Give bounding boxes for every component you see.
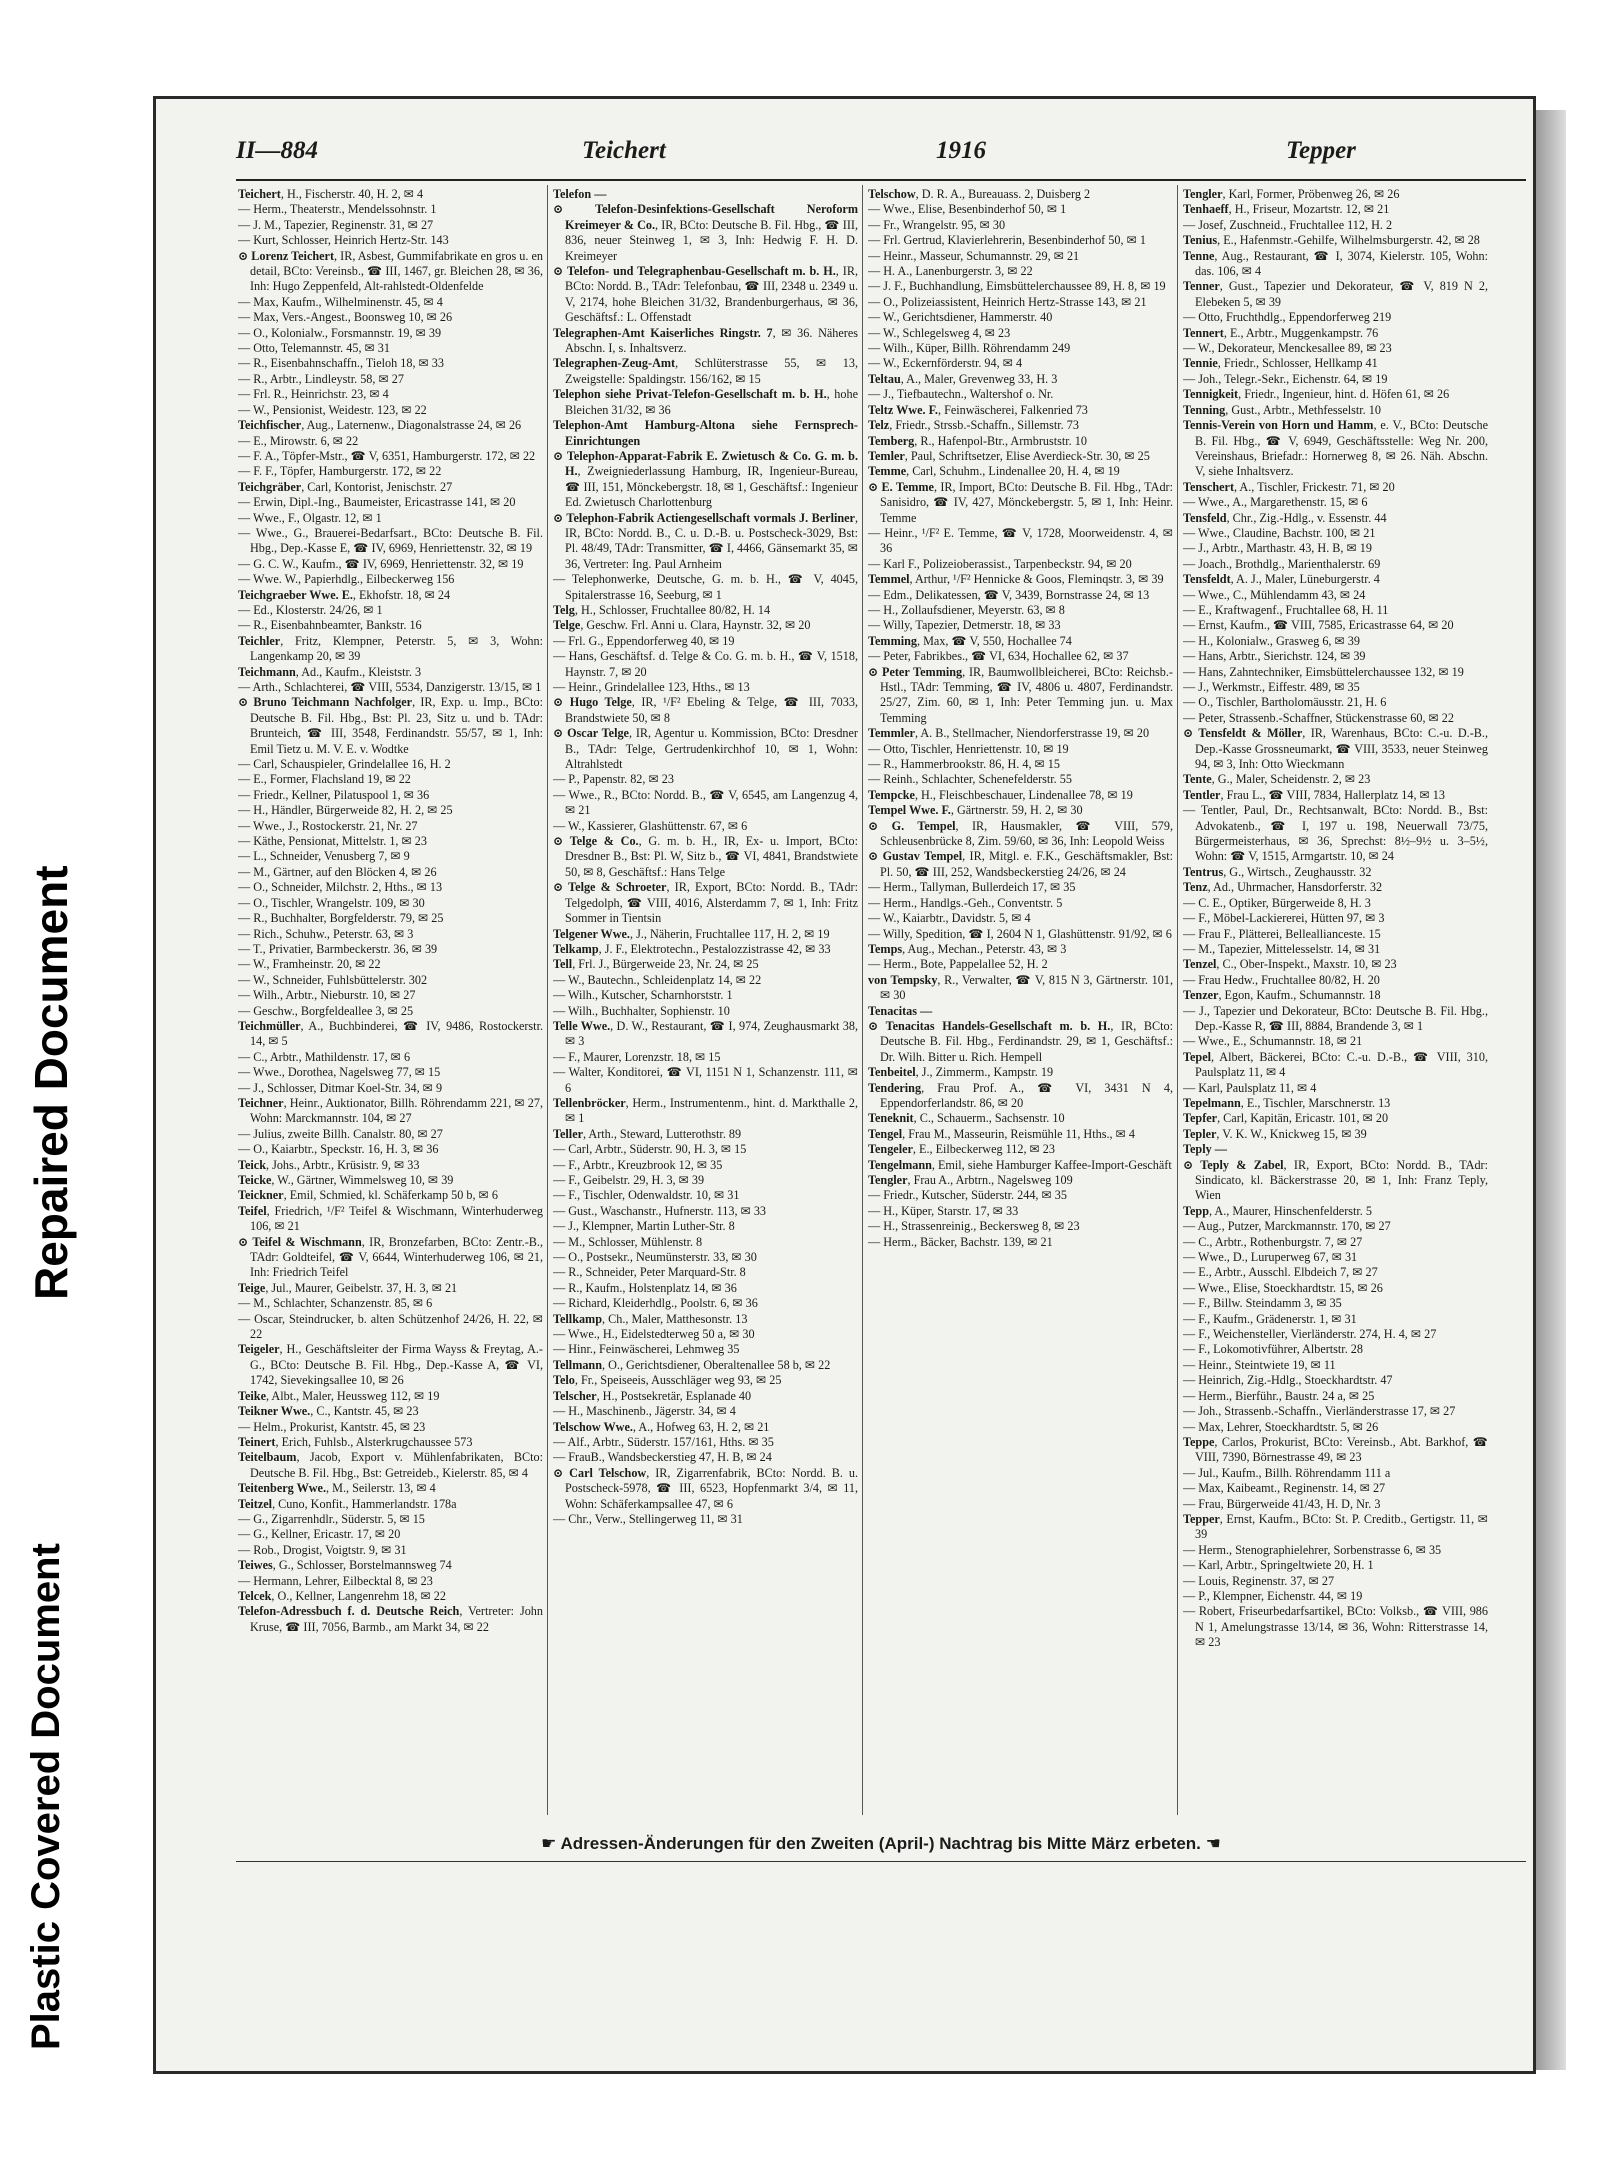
directory-entry: — Frl. G., Eppendorferweg 40, ✉ 19 [553,633,735,648]
catchword-left: Teichert [582,137,666,164]
directory-entry: — E., Arbtr., Ausschl. Elbdeich 7, ✉ 27 [1183,1265,1378,1280]
directory-entry: — Joh., Strassenb.-Schaffn., Vierländerstrasse 17, ✉ 27 [1183,1404,1456,1419]
directory-entry: — Walter, Konditorei, ☎ VI, 1151 N 1, Schanzenstr. 111, ✉ 6 [553,1065,858,1095]
directory-entry: Teige, Jul., Maurer, Geibelstr. 37, H. 3, ✉ 21 [238,1280,458,1295]
directory-entry: Teinert, Erich, Fuhlsb., Alsterkrugchaussee 573 [238,1434,473,1449]
directory-entry: Tepp, A., Maurer, Hinschenfelderstr. 5 [1183,1203,1372,1218]
directory-entry: — M., Tapezier, Mittelesselstr. 14, ✉ 31 [1183,941,1381,956]
directory-entry: Teichgraeber Wwe. E., Ekhofstr. 18, ✉ 24 [238,587,451,602]
directory-entry: — J. M., Tapezier, Reginenstr. 31, ✉ 27 [238,217,434,232]
directory-entry: Tellenbröcker, Herm., Instrumentenm., hint. d. Markthalle 2, ✉ 1 [553,1095,858,1126]
directory-entry: Temming, Max, ☎ V, 550, Hochallee 74 [868,633,1072,648]
directory-entry: — Fr., Wrangelstr. 95, ✉ 30 [868,217,1006,232]
directory-entry: — Käthe, Pensionat, Mittelstr. 1, ✉ 23 [238,834,427,849]
directory-entry: — F., Arbtr., Kreuzbrook 12, ✉ 35 [553,1157,723,1172]
directory-entry: — Otto, Telemannstr. 45, ✉ 31 [238,341,390,356]
directory-entry: — Wwe., F., Olgastr. 12, ✉ 1 [238,510,382,525]
directory-entry: ⊙ Telephon-Apparat-Fabrik E. Zwietusch & Co. G. m. b. H., Zweigniederlassung Hamburg, IR, Ingenieur-Bureau, ☎ III, 151, Mönckebergstr. 18, ✉ 1, Geschäftsf.: Ingenieur Ed. Zwietusch Charlottenburg [553,448,858,510]
directory-entry: Teiwes, G., Schlosser, Borstelmannsweg 74 [238,1558,452,1573]
directory-entry: Tepfer, Carl, Kapitän, Ericastr. 101, ✉ 20 [1183,1111,1389,1126]
directory-entry: — Karl, Arbtr., Springeltwiete 20, H. 1 [1183,1558,1374,1573]
directory-entry: — Peter, Fabrikbes., ☎ VI, 634, Hochallee 62, ✉ 37 [868,649,1129,664]
directory-entry: — W., Schlegelsweg 4, ✉ 23 [868,325,1011,340]
column-divider [1177,185,1178,1815]
directory-entry: — Wwe., J., Rostockerstr. 21, Nr. 27 [238,818,418,833]
directory-entry: — M., Gärtner, auf den Blöcken 4, ✉ 26 [238,864,437,879]
directory-entry: — F., Tischler, Odenwaldstr. 10, ✉ 31 [553,1188,740,1203]
directory-entry: — Wwe., Claudine, Bachstr. 100, ✉ 21 [1183,525,1376,540]
year: 1916 [936,137,986,164]
directory-entry: Temps, Aug., Mechan., Peterstr. 43, ✉ 3 [868,941,1067,956]
directory-entry: — W., Bautechn., Schleidenplatz 14, ✉ 22 [553,972,762,987]
directory-entry: — Heinrich, Zig.-Hdlg., Stoeckhardtstr. 47 [1183,1373,1393,1388]
directory-entry: — Wilh., Buchhalter, Sophienstr. 10 [553,1003,730,1018]
directory-entry: Tell, Frl. J., Bürgerweide 23, Nr. 24, ✉ 25 [553,957,759,972]
directory-entry: Teichmann, Ad., Kaufm., Kleiststr. 3 [238,664,422,679]
directory-entry: Tengeler, E., Eilbeckerweg 112, ✉ 23 [868,1142,1055,1157]
directory-entry: Telscher, H., Postsekretär, Esplanade 40 [553,1388,752,1403]
directory-entry: ⊙ Telefon- und Telegraphenbau-Gesellschaft m. b. H., IR, BCto: Nordd. B., TAdr: Telefonbau, ☎ III, 2348 u. 2349 u. V, 2174, hohe Bleichen 31/32, Brandenburgerhaus, ✉ 36, Geschäftsf.: L. Offenstadt [553,264,858,325]
directory-entry: Tepelmann, E., Tischler, Marschnerstr. 13 [1183,1095,1391,1110]
directory-entry: — Peter, Strassenb.-Schaffner, Stückenstrasse 60, ✉ 22 [1183,710,1454,725]
directory-entry: — Max, Lehrer, Stoeckhardtstr. 5, ✉ 26 [1183,1419,1379,1434]
directory-entry: ⊙ Teply & Zabel, IR, Export, BCto: Nordd. B., TAdr: Sindicato, kl. Bäckerstrasse 20, ✉ 1, Inh: Franz Teply, Wien [1183,1157,1488,1203]
directory-entry: — G., Zigarrenhdlr., Süderstr. 5, ✉ 15 [238,1511,425,1526]
directory-entry: Telo, Fr., Speiseeis, Ausschläger weg 93, ✉ 25 [553,1373,782,1388]
directory-entry: — Reinh., Schlachter, Schenefelderstr. 55 [868,772,1072,787]
directory-entry: ⊙ Bruno Teichmann Nachfolger, IR, Exp. u. Imp., BCto: Deutsche B. Fil. Hbg., Bst: Pl. 23, Sitz u. und b. TAdr: Brunteich, ☎ III, 3548, Ferdinandstr. 55/57, ✉ 1, Inh: Emil Tietz u. M. V. E. v. Wodtke [238,695,543,756]
directory-entry: — Hermann, Lehrer, Eilbecktal 8, ✉ 23 [238,1573,433,1588]
directory-entry: — Otto, Fruchthdlg., Eppendorferweg 219 [1183,310,1392,325]
directory-entry: — Herm., Bäcker, Bachstr. 139, ✉ 21 [868,1234,1053,1249]
directory-entry: Tenzer, Egon, Kaufm., Schumannstr. 18 [1183,988,1381,1003]
directory-entry: ⊙ Lorenz Teichert, IR, Asbest, Gummifabrikate en gros u. en detail, BCto: Vereinsb., ☎ III, 1467, gr. Bleichen 28, ✉ 36, Inh: Hugo Zeppenfeld, Alt-rahlstedt-Oldenfelde [238,248,543,294]
directory-entry: Tenbeitel, J., Zimmerm., Kampstr. 19 [868,1065,1054,1080]
directory-entry: Tengelmann, Emil, siehe Hamburger Kaffee-Import-Geschäft [868,1157,1172,1172]
directory-entry: — M., Schlachter, Schanzenstr. 85, ✉ 6 [238,1296,433,1311]
directory-entry: — W., Kassierer, Glashüttenstr. 67, ✉ 6 [553,818,748,833]
directory-entry: Tengler, Frau A., Arbtrn., Nagelsweg 109 [868,1173,1073,1187]
directory-entry: Tenschert, A., Tischler, Frickestr. 71, ✉ 20 [1183,479,1395,494]
directory-entry: — R., Arbtr., Lindleystr. 58, ✉ 27 [238,371,404,386]
directory-entry: — Hans, Geschäftsf. d. Telge & Co. G. m. b. H., ☎ V, 1518, Haynstr. 7, ✉ 20 [553,649,858,679]
directory-entry: Telefon-Adressbuch f. d. Deutsche Reich, Vertreter: John Kruse, ☎ III, 7056, Barmb., am Markt 34, ✉ 22 [238,1604,543,1634]
directory-entry: — Karl F., Polizeioberassist., Tarpenbeckstr. 94, ✉ 20 [868,556,1132,571]
directory-entry: — Heinr., Masseur, Schumannstr. 29, ✉ 21 [868,248,1080,263]
directory-column-2 [553,187,858,1807]
directory-entry: Tentler, Frau L., ☎ VIII, 7834, Hallerplatz 14, ✉ 13 [1183,787,1445,802]
directory-entry: Tenz, Ad., Uhrmacher, Hansdorferstr. 32 [1183,880,1383,895]
directory-entry: Telgener Wwe., J., Näherin, Fruchtallee 117, H. 2, ✉ 19 [553,926,830,941]
directory-entry: Tennis-Verein von Horn und Hamm, e. V., BCto: Deutsche B. Fil. Hbg., ☎ V, 6949, Geschäftsstelle: Weg Nr. 200, Vereinshaus, Briefadr.: Hornerweg 8, ✉ 26. Näh. Abschn. V, siehe Inhaltsverz. [1183,418,1488,479]
directory-entry: — Wilh., Küper, Billh. Röhrendamm 249 [868,341,1071,356]
directory-entry: — Wwe., Elise, Stoeckhardtstr. 15, ✉ 26 [1183,1280,1383,1295]
directory-entry: Telegraphen-Zeug-Amt, Schlüterstrasse 55, ✉ 13, Zweigstelle: Spaldingstr. 156/162, ✉ 15 [553,356,858,386]
directory-entry: — Wwe., H., Eidelstedterweg 50 a, ✉ 30 [553,1327,755,1342]
directory-entry: Tentrus, G., Wirtsch., Zeughausstr. 32 [1183,864,1372,879]
directory-entry: — Frau F., Plätterei, Belleallianceste. 15 [1183,926,1381,941]
directory-entry: Teppe, Carlos, Prokurist, BCto: Vereinsb., Abt. Barkhof, ☎ VIII, 7390, Börnestrasse 49, ✉ 23 [1183,1434,1488,1465]
directory-entry: Teifel, Friedrich, ¹/F² Teifel & Wischmann, Winterhuderweg 106, ✉ 21 [238,1203,543,1234]
directory-entry: Teller, Arth., Steward, Lutterothstr. 89 [553,1126,742,1141]
directory-entry: — F., Kaufm., Grädenerstr. 1, ✉ 31 [1183,1311,1357,1326]
directory-entry: — O., Tischler, Wrangelstr. 109, ✉ 30 [238,895,425,910]
page-header [236,137,1526,177]
directory-entry: — W., Kaiarbtr., Davidstr. 5, ✉ 4 [868,911,1031,926]
directory-entry: — C., Arbtr., Mathildenstr. 17, ✉ 6 [238,1049,411,1064]
directory-entry: — F., Lokomotivführer, Albertstr. 28 [1183,1342,1363,1357]
directory-entry: — T., Privatier, Barmbeckerstr. 36, ✉ 39 [238,941,438,956]
directory-entry: — Carl, Arbtr., Süderstr. 90, H. 3, ✉ 15 [553,1142,747,1157]
directory-entry: — O., Polizeiassistent, Heinrich Hertz-Strasse 143, ✉ 21 [868,294,1147,309]
directory-entry: — J., Tiefbautechn., Waltershof o. Nr. [868,387,1054,402]
directory-entry: ⊙ Oscar Telge, IR, Agentur u. Kommission, BCto: Dresdner B., TAdr: Telge, Gertrudenkirchhof 10, ✉ 1, Wohn: Altrahlstedt [553,726,858,772]
directory-entry: — Friedr., Kutscher, Süderstr. 244, ✉ 35 [868,1188,1067,1203]
directory-entry: Teitenberg Wwe., M., Seilerstr. 13, ✉ 4 [238,1481,436,1496]
directory-entry: Teichgräber, Carl, Kontorist, Jenischstr. 27 [238,479,453,494]
directory-entry: — Heinr., ¹/F² E. Temme, ☎ V, 1728, Moorweidenstr. 4, ✉ 36 [868,525,1173,556]
directory-entry: Telz, Friedr., Strssb.-Schaffn., Sillemstr. 73 [868,418,1079,433]
directory-entry: — H., Küper, Starstr. 17, ✉ 33 [868,1203,1019,1218]
directory-entry: ⊙ G. Tempel, IR, Hausmakler, ☎ VIII, 579, Schleusenbrücke 8, Zim. 59/60, ✉ 36, Inh: Leopold Weiss [868,818,1173,849]
directory-entry: — J., Klempner, Martin Luther-Str. 8 [553,1219,735,1234]
directory-entry: ⊙ Telge & Schroeter, IR, Export, BCto: Nordd. B., TAdr: Telgedolph, ☎ VIII, 4016, Alsterdamm 7, ✉ 1, Inh: Fritz Sommer in Tientsin [553,880,858,926]
directory-entry: — Carl, Schauspieler, Grindelallee 16, H. 2 [238,757,451,772]
directory-entry: — Herm., Stenographielehrer, Sorbenstrasse 6, ✉ 35 [1183,1542,1442,1557]
directory-entry: — Wwe., A., Margarethenstr. 15, ✉ 6 [1183,495,1368,510]
directory-entry: Temmel, Arthur, ¹/F² Hennicke & Goos, Fleminqstr. 3, ✉ 39 [868,572,1164,587]
directory-entry: ⊙ Peter Temming, IR, Baumwollbleicherei, BCto: Reichsb.-Hstl., TAdr: Temming, ☎ IV, 4806 u. 4807, Ferdinandstr. 25/27, Zim. 60, ✉ 1, Inh: Peter Temming jun. u. Max Temming [868,664,1173,725]
directory-entry: Telle Wwe., D. W., Restaurant, ☎ I, 974, Zeughausmarkt 38, ✉ 3 [553,1018,858,1049]
directory-entry: — W., Framheinstr. 20, ✉ 22 [238,957,381,972]
directory-entry: — O., Postsekr., Neumünsterstr. 33, ✉ 30 [553,1250,757,1265]
directory-entry: Tensfeld, Chr., Zig.-Hdlg., v. Essenstr. 44 [1183,510,1387,525]
plastic-covered-document-label: Plastic Covered Document [24,1543,68,2050]
directory-entry: — Josef, Zuschneid., Fruchtallee 112, H. 2 [1183,217,1393,232]
directory-entry: Tempel Wwe. F., Gärtnerstr. 59, H. 2, ✉ 30 [868,803,1083,818]
directory-entry: — Karl, Paulsplatz 11, ✉ 4 [1183,1080,1317,1095]
repaired-document-label: Repaired Document [25,865,77,1300]
directory-entry: — W., Eckernförderstr. 94, ✉ 4 [868,356,1023,371]
directory-entry: — E., Kraftwagenf., Fruchtallee 68, H. 11 [1183,602,1389,617]
directory-entry: Telschow Wwe., A., Hofweg 63, H. 2, ✉ 21 [553,1419,770,1434]
directory-entry: Tensfeldt, A. J., Maler, Lüneburgerstr. 4 [1183,572,1380,587]
header-rule [236,179,1526,181]
directory-entry: Tenning, Gust., Arbtr., Methfesselstr. 10 [1183,402,1381,417]
directory-entry: Telephon siehe Privat-Telefon-Gesellschaft m. b. H., hohe Bleichen 31/32, ✉ 36 [553,387,858,417]
directory-entry: — F., Möbel-Lackiererei, Hütten 97, ✉ 3 [1183,911,1385,926]
directory-entry: Tennert, E., Arbtr., Muggenkampstr. 76 [1183,325,1379,340]
directory-entry: Teick, Johs., Arbtr., Krüsistr. 9, ✉ 33 [238,1157,420,1172]
directory-entry: — Gust., Waschanstr., Hufnerstr. 113, ✉ 33 [553,1203,767,1218]
directory-entry: Teicke, W., Gärtner, Wimmelsweg 10, ✉ 39 [238,1173,454,1187]
directory-entry: Tepel, Albert, Bäckerei, BCto: C.-u. D.-B., ☎ VIII, 310, Paulsplatz 11, ✉ 4 [1183,1049,1488,1080]
directory-entry: Teichmüller, A., Buchbinderei, ☎ IV, 9486, Rostockerstr. 14, ✉ 5 [238,1018,543,1049]
directory-entry: — Tentler, Paul, Dr., Rechtsanwalt, BCto: Nordd. B., Bst: Advokatenb., ☎ I, 197 u. 198, Neuerwall 73/75, Bürgermeisterhaus, ✉ 36, Sprechst: 8½–9½ u. 3–5½, Wohn: ☎ V, 1515, Armgartstr. 10, ✉ 24 [1183,803,1488,864]
directory-entry: Telefon — [553,187,607,201]
directory-entry: — Geschw., Borgfeldeallee 3, ✉ 25 [238,1003,414,1018]
directory-entry: — Alf., Arbtr., Süderstr. 157/161, Hths. ✉ 35 [553,1434,774,1449]
directory-entry: — W., Pensionist, Weidestr. 123, ✉ 22 [238,402,427,417]
directory-entry: — E., Mirowstr. 6, ✉ 22 [238,433,359,448]
directory-entry: ⊙ Telge & Co., G. m. b. H., IR, Ex- u. Import, BCto: Dresdner B., Bst: Pl. W, Sitz b., ☎ VI, 4841, Brandstwiete 50, ✉ 8, Geschäftsf.: Hans Telge [553,834,858,879]
directory-entry: Tempcke, H., Fleischbeschauer, Lindenallee 78, ✉ 19 [868,787,1133,802]
directory-entry: Tenacitas — [868,1003,933,1018]
directory-entry: Tennigkeit, Friedr., Ingenieur, hint. d. Höfen 61, ✉ 26 [1183,387,1450,402]
directory-entry: — P., Papenstr. 82, ✉ 23 [553,772,674,787]
directory-entry: — Heinr., Grindelallee 123, Hths., ✉ 13 [553,680,750,694]
directory-entry: Tengel, Frau M., Masseurin, Reismühle 11, Hths., ✉ 4 [868,1126,1135,1141]
directory-column-1 [238,187,543,1807]
directory-entry: — Joh., Telegr.-Sekr., Eichenstr. 64, ✉ 19 [1183,371,1388,386]
directory-entry: — Otto, Tischler, Henriettenstr. 10, ✉ 19 [868,741,1069,756]
directory-entry: — C., Arbtr., Rothenburgstr. 7, ✉ 27 [1183,1234,1363,1249]
column-divider [547,185,548,1815]
directory-entry: — F., Maurer, Lorenzstr. 18, ✉ 15 [553,1049,721,1064]
directory-entry: — J. F., Buchhandlung, Eimsbüttelerchaussee 89, H. 8, ✉ 19 [868,279,1166,294]
directory-entry: — Wilh., Arbtr., Nieburstr. 10, ✉ 27 [238,988,416,1003]
directory-entry: — G., Kellner, Ericastr. 17, ✉ 20 [238,1527,401,1542]
directory-entry: Tente, G., Maler, Scheidenstr. 2, ✉ 23 [1183,772,1371,787]
directory-entry: Tepler, V. K. W., Knickweg 15, ✉ 39 [1183,1126,1367,1141]
directory-entry: Tenne, Aug., Restaurant, ☎ I, 3074, Kielerstr. 105, Wohn: das. 106, ✉ 4 [1183,248,1488,279]
document-page [153,96,1536,2074]
directory-entry: — FrauB., Wandsbeckerstieg 47, H. B, ✉ 24 [553,1450,772,1465]
directory-entry: — Wwe., R., BCto: Nordd. B., ☎ V, 6545, am Langenzug 4, ✉ 21 [553,787,858,818]
directory-entry: — G. C. W., Kaufm., ☎ IV, 6969, Henriettenstr. 32, ✉ 19 [238,556,524,571]
directory-entry: Teply — [1183,1142,1227,1157]
directory-entry: — Edm., Delikatessen, ☎ V, 3439, Bornstrasse 24, ✉ 13 [868,587,1150,602]
directory-entry: Tellmann, O., Gerichtsdiener, Oberaltenallee 58 b, ✉ 22 [553,1357,831,1372]
directory-entry: — R., Eisenbahnbeamter, Bankstr. 16 [238,618,422,633]
directory-entry: — M., Schlosser, Mühlenstr. 8 [553,1234,703,1249]
column-divider [862,185,863,1815]
directory-entry: — R., Schneider, Peter Marquard-Str. 8 [553,1265,746,1280]
directory-entry: Tepper, Ernst, Kaufm., BCto: St. P. Creditb., Gertigstr. 11, ✉ 39 [1183,1511,1488,1542]
directory-entry: — Willy, Spedition, ☎ I, 2604 N 1, Glashüttenstr. 91/92, ✉ 6 [868,926,1172,941]
directory-entry: Temme, Carl, Schuhm., Lindenallee 20, H. 4, ✉ 19 [868,464,1120,479]
directory-entry: — H., Kolonialw., Grasweg 6, ✉ 39 [1183,633,1360,648]
directory-entry: — Frau, Bürgerweide 41/43, H. D, Nr. 3 [1183,1496,1381,1511]
directory-entry: — W., Schneider, Fuhlsbüttelerstr. 302 [238,972,428,987]
directory-entry: ⊙ Carl Telschow, IR, Zigarrenfabrik, BCto: Nordd. B. u. Postscheck-5978, ☎ III, 6523, Hopfenmarkt 3/4, ✉ 11, Wohn: Schäferkampsallee 47, ✉ 6 [553,1465,858,1511]
directory-entry: — Max, Kaibeamt., Reginenstr. 14, ✉ 27 [1183,1481,1386,1496]
directory-entry: — Wwe., C., Mühlendamm 43, ✉ 24 [1183,587,1366,602]
directory-entry: — O., Kolonialw., Forsmannstr. 19, ✉ 39 [238,325,442,340]
directory-entry: Tenius, E., Hafenmstr.-Gehilfe, Wilhelmsburgerstr. 42, ✉ 28 [1183,233,1480,248]
directory-entry: — Hinr., Feinwäscherei, Lehmweg 35 [553,1342,740,1357]
directory-entry: Tenzel, C., Ober-Inspekt., Maxstr. 10, ✉ 23 [1183,957,1397,972]
directory-entry: Teneknit, C., Schauerm., Sachsenstr. 10 [868,1111,1065,1126]
directory-entry: — Joach., Brothdlg., Marienthalerstr. 69 [1183,556,1381,571]
directory-entry: — Rich., Schuhw., Peterstr. 63, ✉ 3 [238,926,414,941]
directory-entry: von Tempsky, R., Verwalter, ☎ V, 815 N 3, Gärtnerstr. 101, ✉ 30 [868,972,1173,1003]
footer-note: ☛ Adressen-Änderungen für den Zweiten (April-) Nachtrag bis Mitte März erbeten. ☚ [541,1834,1221,1853]
directory-entry: — Friedr., Kellner, Pilatuspool 1, ✉ 36 [238,787,430,802]
directory-entry: — Ed., Klosterstr. 24/26, ✉ 1 [238,602,383,617]
directory-entry: Tengler, Karl, Former, Pröbenweg 26, ✉ 26 [1183,187,1400,201]
directory-entry: Temler, Paul, Schriftsetzer, Elise Averdieck-Str. 30, ✉ 25 [868,448,1150,463]
directory-entry: — R., Buchhalter, Borgfelderstr. 79, ✉ 25 [238,911,444,926]
directory-entry: Teitelbaum, Jacob, Export v. Mühlenfabrikaten, BCto: Deutsche B. Fil. Hbg., Bst: Getreideb., Kielerstr. 85, ✉ 4 [238,1450,543,1480]
directory-entry: — H., Strassenreinig., Beckersweg 8, ✉ 23 [868,1219,1080,1234]
directory-entry: — Herm., Theaterstr., Mendelssohnstr. 1 [238,202,437,217]
directory-entry: — Helm., Prokurist, Kantstr. 45, ✉ 23 [238,1419,426,1434]
directory-entry: Tennie, Friedr., Schlosser, Hellkamp 41 [1183,356,1378,371]
directory-entry: Teichner, Heinr., Auktionator, Billh. Röhrendamm 221, ✉ 27, Wohn: Marckmannstr. 104, ✉ 27 [238,1095,543,1126]
directory-entry: — Louis, Reginenstr. 37, ✉ 27 [1183,1573,1335,1588]
directory-entry: — F. A., Töpfer-Mstr., ☎ V, 6351, Hamburgerstr. 172, ✉ 22 [238,448,536,463]
directory-entry: — Chr., Verw., Stellingerweg 11, ✉ 31 [553,1511,743,1526]
directory-entry: Teltz Wwe. F., Feinwäscherei, Falkenried 73 [868,402,1088,417]
directory-entry: — P., Klempner, Eichenstr. 44, ✉ 19 [1183,1588,1363,1603]
directory-entry: — Arth., Schlachterei, ☎ VIII, 5534, Danzigerstr. 13/15, ✉ 1 [238,680,542,694]
page-edge-shadow [1536,110,1566,2070]
directory-entry: — Ernst, Kaufm., ☎ VIII, 7585, Ericastrasse 64, ✉ 20 [1183,618,1454,633]
directory-entry: Tellkamp, Ch., Maler, Matthesonstr. 13 [553,1311,748,1326]
directory-entry: — Willy, Tapezier, Detmerstr. 18, ✉ 33 [868,618,1061,633]
directory-entry: Telge, Geschw. Frl. Anni u. Clara, Haynstr. 32, ✉ 20 [553,618,811,633]
directory-entry: ⊙ Telephon-Fabrik Actiengesellschaft vormals J. Berliner, IR, BCto: Nordd. B., C. u. D.-B. u. Postscheck-3029, Bst: Pl. 48/49, TAdr: Transmitter, ☎ I, 4466, Gänsemarkt 35, ✉ 36, Vertreter: Ing. Paul Arnheim [553,510,858,571]
directory-entry: Teike, Albt., Maler, Heussweg 112, ✉ 19 [238,1388,440,1403]
directory-entry: Teichfischer, Aug., Laternenw., Diagonalstrasse 24, ✉ 26 [238,418,522,433]
directory-entry: — Kurt, Schlosser, Heinrich Hertz-Str. 143 [238,233,449,248]
directory-entry: ⊙ E. Temme, IR, Import, BCto: Deutsche B. Fil. Hbg., TAdr: Sanisidro, ☎ IV, 427, Mönckebergstr. 5, ✉ 1, Inh: Heinr. Temme [868,479,1173,525]
directory-entry: — Erwin, Dipl.-Ing., Baumeister, Ericastrasse 141, ✉ 20 [238,495,516,510]
directory-entry: ⊙ Tensfeldt & Möller, IR, Warenhaus, BCto: C.-u. D.-B., Dep.-Kasse Grossneumarkt, ☎ VIII, 3533, neuer Steinweg 94, ✉ 3, Inh: Otto Wieckmann [1183,726,1488,772]
directory-entry: — Wwe., Elise, Besenbinderhof 50, ✉ 1 [868,202,1067,217]
directory-entry: — Max, Kaufm., Wilhelminenstr. 45, ✉ 4 [238,294,443,309]
directory-entry: Tendering, Frau Prof. A., ☎ VI, 3431 N 4, Eppendorferlandstr. 86, ✉ 20 [868,1080,1173,1110]
directory-entry: ⊙ Teifel & Wischmann, IR, Bronzefarben, BCto: Zentr.-B., TAdr: Goldteifel, ☎ V, 6644, Winterhuderweg 106, ✉ 21, Inh: Friedrich Teifel [238,1234,543,1280]
directory-entry: — C. E., Optiker, Bürgerweide 8, H. 3 [1183,895,1371,910]
directory-entry: — H., Maschinenb., Jägerstr. 34, ✉ 4 [553,1404,736,1419]
directory-entry: ⊙ Hugo Telge, IR, ¹/F² Ebeling & Telge, ☎ III, 7033, Brandstwiete 50, ✉ 8 [553,695,858,725]
directory-column-3 [868,187,1173,1807]
page-number: II—884 [236,137,318,164]
directory-entry: — F., Billw. Steindamm 3, ✉ 35 [1183,1296,1342,1311]
directory-entry: — Wwe., E., Schumannstr. 18, ✉ 21 [1183,1034,1363,1049]
directory-entry: — J., Schlosser, Ditmar Koel-Str. 34, ✉ 9 [238,1080,443,1095]
directory-entry: — Richard, Kleiderhdlg., Poolstr. 6, ✉ 36 [553,1296,758,1311]
directory-entry: ⊙ Tenacitas Handels-Gesellschaft m. b. H., IR, BCto: Deutsche B. Fil. Hbg., Ferdinandstr. 29, ✉ 1, Geschäftsf.: Dr. Wilh. Bitter u. Rich. Hempell [868,1018,1173,1064]
directory-entry: Teichler, Fritz, Klempner, Peterstr. 5, ✉ 3, Wohn: Langenkamp 20, ✉ 39 [238,633,543,664]
directory-entry: — Julius, zweite Billh. Canalstr. 80, ✉ 27 [238,1126,443,1141]
directory-entry: — F., Geibelstr. 29, H. 3, ✉ 39 [553,1173,705,1187]
directory-entry: Tenhaeff, H., Friseur, Mozartstr. 12, ✉ 21 [1183,202,1390,217]
directory-entry: — H. A., Lanenburgerstr. 3, ✉ 22 [868,264,1033,279]
directory-entry: Temmler, A. B., Stellmacher, Niendorferstrasse 19, ✉ 20 [868,726,1150,741]
directory-entry: — H., Zollaufsdiener, Meyerstr. 63, ✉ 8 [868,602,1065,617]
directory-entry: — O., Kaiarbtr., Speckstr. 16, H. 3, ✉ 36 [238,1142,439,1157]
directory-entry: Telkamp, J. F., Elektrotechn., Pestalozzistrasse 42, ✉ 33 [553,941,831,956]
directory-entry: Telephon-Amt Hamburg-Altona siehe Fernsprech-Einrichtungen [553,418,858,448]
directory-entry: — O., Tischler, Bartholomäusstr. 21, H. 6 [1183,695,1387,710]
directory-entry: — Herm., Bote, Pappelallee 52, H. 2 [868,957,1048,972]
directory-column-4 [1183,187,1488,1807]
directory-entry: — Hans, Arbtr., Sierichstr. 124, ✉ 39 [1183,649,1366,664]
directory-entry: Telegraphen-Amt Kaiserliches Ringstr. 7, ✉ 36. Näheres Abschn. I, s. Inhaltsverz. [553,325,858,356]
directory-entry: — R., Eisenbahnschaffn., Tieloh 18, ✉ 33 [238,356,444,371]
directory-entry: — J., Tapezier und Dekorateur, BCto: Deutsche B. Fil. Hbg., Dep.-Kasse R, ☎ III, 8884, Brandende 3, ✉ 1 [1183,1003,1488,1033]
directory-entry: — Frl. Gertrud, Klavierlehrerin, Besenbinderhof 50, ✉ 1 [868,233,1146,248]
directory-entry: — Hans, Zahntechniker, Eimsbüttelerchaussee 132, ✉ 19 [1183,664,1464,679]
directory-entry: — H., Händler, Bürgerweide 82, H. 2, ✉ 25 [238,803,453,818]
directory-entry: — Rob., Drogist, Voigtstr. 9, ✉ 31 [238,1542,407,1557]
directory-entry: — W., Gerichtsdiener, Hammerstr. 40 [868,310,1053,325]
directory-entry: Temberg, R., Hafenpol-Btr., Armbruststr. 10 [868,433,1087,448]
directory-entry: Tenner, Gust., Tapezier und Dekorateur, ☎ V, 819 N 2, Elebeken 5, ✉ 39 [1183,279,1488,309]
directory-entry: — Telephonwerke, Deutsche, G. m. b. H., ☎ V, 4045, Spitalerstrasse 16, Seeburg, ✉ 1 [553,572,858,602]
directory-entry: — Herm., Bierführ., Baustr. 24 a, ✉ 25 [1183,1388,1375,1403]
directory-entry: Telschow, D. R. A., Bureauass. 2, Duisberg 2 [868,187,1091,201]
catchword-right: Tepper [1286,137,1356,164]
directory-entry: ⊙ Gustav Tempel, IR, Mitgl. e. F.K., Geschäftsmakler, Bst: Pl. 50, ☎ III, 252, Wandsbeckerstieg 24/26, ✉ 24 [868,849,1173,879]
directory-entry: — Frau Hedw., Fruchtallee 80/82, H. 20 [1183,972,1380,987]
directory-entry: — W., Dekorateur, Menckesallee 89, ✉ 23 [1183,341,1392,356]
directory-entry: Teickner, Emil, Schmied, kl. Schäferkamp 50 b, ✉ 6 [238,1188,498,1203]
directory-entry: Teltau, A., Maler, Grevenweg 33, H. 3 [868,371,1058,386]
directory-entry: — R., Kaufm., Holstenplatz 14, ✉ 36 [553,1280,737,1295]
directory-entry: Telcek, O., Kellner, Langenrehm 18, ✉ 22 [238,1588,446,1603]
directory-entry: — F. F., Töpfer, Hamburgerstr. 172, ✉ 22 [238,464,442,479]
directory-entry: — Frl. R., Heinrichstr. 23, ✉ 4 [238,387,389,402]
directory-entry: — Herm., Tallyman, Bullerdeich 17, ✉ 35 [868,880,1076,895]
directory-entry: — Aug., Putzer, Marckmannstr. 170, ✉ 27 [1183,1219,1391,1234]
directory-entry: — Wilh., Kutscher, Scharnhorststr. 1 [553,988,733,1003]
directory-entry: — Heinr., Steintwiete 19, ✉ 11 [1183,1357,1336,1372]
directory-entry: — J., Werkmstr., Eiffestr. 489, ✉ 35 [1183,680,1360,694]
directory-entry: — L., Schneider, Venusberg 7, ✉ 9 [238,849,410,864]
directory-entry: — Wwe., G., Brauerei-Bedarfsart., BCto: Deutsche B. Fil. Hbg., Dep.-Kasse E, ☎ IV, 6969, Henriettenstr. 32, ✉ 19 [238,525,543,556]
directory-entry: — Jul., Kaufm., Billh. Röhrendamm 111 a [1183,1465,1391,1480]
directory-entry: — E., Former, Flachsland 19, ✉ 22 [238,772,411,787]
directory-entry: Teichert, H., Fischerstr. 40, H. 2, ✉ 4 [238,187,424,201]
directory-entry: — Herm., Handlgs.-Geh., Conventstr. 5 [868,895,1063,910]
directory-entry: — Max, Vers.-Angest., Boonsweg 10, ✉ 26 [238,310,453,325]
directory-entry: — O., Schneider, Milchstr. 2, Hths., ✉ 13 [238,880,443,895]
directory-entry: — Robert, Friseurbedarfsartikel, BCto: Volksb., ☎ VIII, 986 N 1, Amelungstrasse 13/14, ✉ 36, Wohn: Ritterstrasse 14, ✉ 23 [1183,1604,1488,1650]
directory-entry: — Oscar, Steindrucker, b. alten Schützenhof 24/26, H. 22, ✉ 22 [238,1311,543,1342]
directory-entry: — Wwe. W., Papierhdlg., Eilbeckerweg 156 [238,572,455,587]
directory-entry: Teitzel, Cuno, Konfit., Hammerlandstr. 178a [238,1496,457,1511]
directory-entry: — Wwe., D., Luruperweg 67, ✉ 31 [1183,1250,1358,1265]
directory-entry: Telg, H., Schlosser, Fruchtallee 80/82, H. 14 [553,602,771,617]
directory-entry: — J., Arbtr., Marthastr. 43, H. B, ✉ 19 [1183,541,1372,556]
footer-rule [236,1861,1526,1862]
directory-entry: Teigeler, H., Geschäftsleiter der Firma Wayss & Freytag, A.-G., BCto: Deutsche B. Fil. Hbg., Dep.-Kasse A, ☎ VI, 1742, Sievekingsallee 10, ✉ 26 [238,1342,543,1388]
directory-entry: Teikner Wwe., C., Kantstr. 45, ✉ 23 [238,1404,419,1419]
directory-entry: — F., Weichensteller, Vierländerstr. 274, H. 4, ✉ 27 [1183,1327,1437,1342]
directory-entry: ⊙ Telefon-Desinfektions-Gesellschaft Neroform Kreimeyer & Co., IR, BCto: Deutsche B. Fil. Hbg., ☎ III, 836, neuer Steinweg 1, ✉ 3, Inh: Hedwig F. H. D. Kreimeyer [553,202,858,263]
directory-entry: — R., Hammerbrookstr. 86, H. 4, ✉ 15 [868,757,1060,772]
directory-entry: — Wwe., Dorothea, Nagelsweg 77, ✉ 15 [238,1065,441,1080]
